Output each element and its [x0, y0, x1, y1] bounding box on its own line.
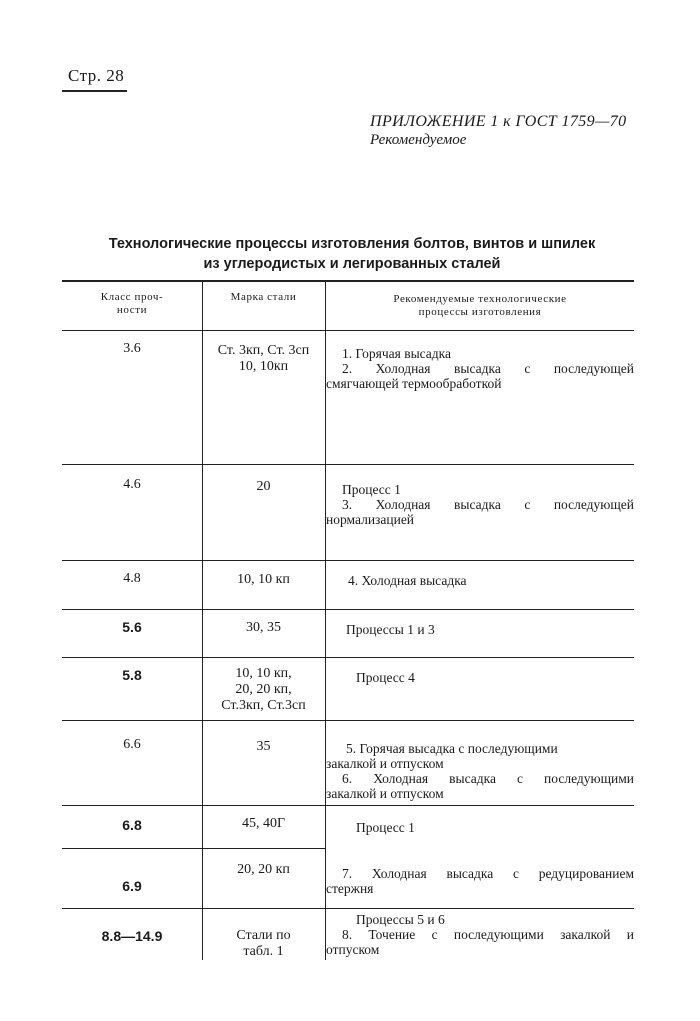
steel-cell	[202, 739, 325, 755]
steel-cell	[202, 572, 325, 588]
steel-line: табл. 1	[243, 944, 284, 959]
process-cell	[326, 346, 634, 391]
process-cell	[326, 622, 634, 637]
process-line: 7. Холодная высадка с редуцированием	[342, 866, 634, 881]
process-line: 8. Точение с последующими закалкой и	[342, 927, 634, 942]
header-bottom-rule	[62, 330, 634, 331]
table-title-line-2: из углеродистых и легированных сталей	[203, 256, 501, 272]
process-cell	[326, 741, 634, 801]
process-cell	[326, 670, 634, 685]
process-line: нормализацией	[326, 512, 415, 527]
header-processes-line-1: Рекомендуемые технологические	[393, 293, 567, 305]
process-line: отпуском	[326, 942, 380, 957]
class-cell: 6.9	[122, 878, 142, 894]
process-line: 4. Холодная высадка	[348, 573, 467, 588]
steel-line: 20, 20 кп	[237, 862, 290, 877]
steel-line: 10, 10кп	[238, 359, 289, 374]
steel-cell	[202, 343, 325, 375]
steel-line: 45, 40Г	[241, 816, 286, 831]
class-cell: 6.6	[123, 737, 141, 752]
class-cell: 5.8	[122, 667, 142, 683]
steel-line: 20, 20 кп,	[235, 682, 292, 697]
header-steel: Марка стали	[230, 291, 297, 303]
class-cell: 3.6	[123, 341, 141, 356]
process-cell	[326, 912, 634, 957]
class-cell: 8.8—14.9	[101, 928, 163, 944]
class-cell: 4.6	[123, 477, 141, 492]
row-rule	[62, 908, 634, 909]
header-processes	[326, 293, 634, 319]
class-cell: 6.8	[122, 817, 142, 833]
appendix-status: Рекомендуемое	[370, 132, 467, 148]
steel-cell	[202, 816, 325, 832]
table-title-line-1: Технологические процессы изготовления болтов, винтов и шпилек	[108, 236, 596, 252]
process-line: закалкой и отпуском	[326, 756, 444, 771]
class-cell: 4.8	[123, 571, 141, 586]
process-line: 5. Горячая высадка с последующими	[346, 741, 558, 756]
row-rule	[62, 464, 634, 465]
row-rule	[62, 720, 634, 721]
process-cell	[326, 820, 634, 835]
page-number-underline	[62, 90, 127, 92]
process-line: Процессы 1 и 3	[346, 622, 435, 637]
steel-cell	[202, 928, 325, 960]
process-cell	[326, 482, 634, 527]
process-cell	[326, 866, 634, 896]
process-cell	[326, 573, 634, 588]
process-line: 2. Холодная высадка с последующей	[342, 361, 634, 376]
process-line: 3. Холодная высадка с последующей	[342, 497, 634, 512]
steel-cell	[202, 479, 325, 495]
process-line: смягчающей термообработкой	[326, 376, 502, 391]
steel-cell	[202, 620, 325, 636]
steel-cell	[202, 666, 325, 714]
process-line: Процесс 1	[342, 482, 401, 497]
header-class	[62, 291, 202, 317]
header-processes-line-2: процессы изготовления	[418, 306, 542, 318]
row-rule	[62, 560, 634, 561]
process-line: стержня	[326, 881, 374, 896]
steel-line: 10, 10 кп	[237, 572, 290, 587]
row-rule	[62, 657, 634, 658]
process-line: Процесс 4	[356, 670, 415, 685]
steel-line: 20	[256, 479, 271, 494]
process-line: Процессы 5 и 6	[356, 912, 445, 927]
header-class-line-2: ности	[116, 304, 148, 316]
steel-line: Ст.3кп, Ст.3сп	[221, 698, 306, 713]
steel-line: Ст. 3кп, Ст. 3сп	[217, 343, 310, 358]
process-line: закалкой и отпуском	[326, 786, 444, 801]
steel-line: Стали по	[236, 928, 291, 943]
steel-line: 10, 10 кп,	[235, 666, 292, 681]
appendix-label: ПРИЛОЖЕНИЕ 1 к ГОСТ 1759—70	[370, 113, 627, 130]
row-rule	[62, 609, 634, 610]
header-class-line-1: Класс проч-	[100, 291, 164, 303]
row-rule	[62, 848, 326, 849]
row-rule	[62, 805, 634, 806]
table-top-rule	[62, 280, 634, 282]
steel-line: 30, 35	[246, 620, 281, 635]
steel-cell	[202, 862, 325, 878]
process-line: Процесс 1	[356, 820, 415, 835]
process-line: 1. Горячая высадка	[342, 346, 452, 361]
class-cell: 5.6	[122, 619, 142, 635]
process-line: 6. Холодная высадка с последующими	[342, 771, 634, 786]
steel-line: 35	[256, 739, 271, 754]
page-number: Стр. 28	[68, 66, 125, 85]
